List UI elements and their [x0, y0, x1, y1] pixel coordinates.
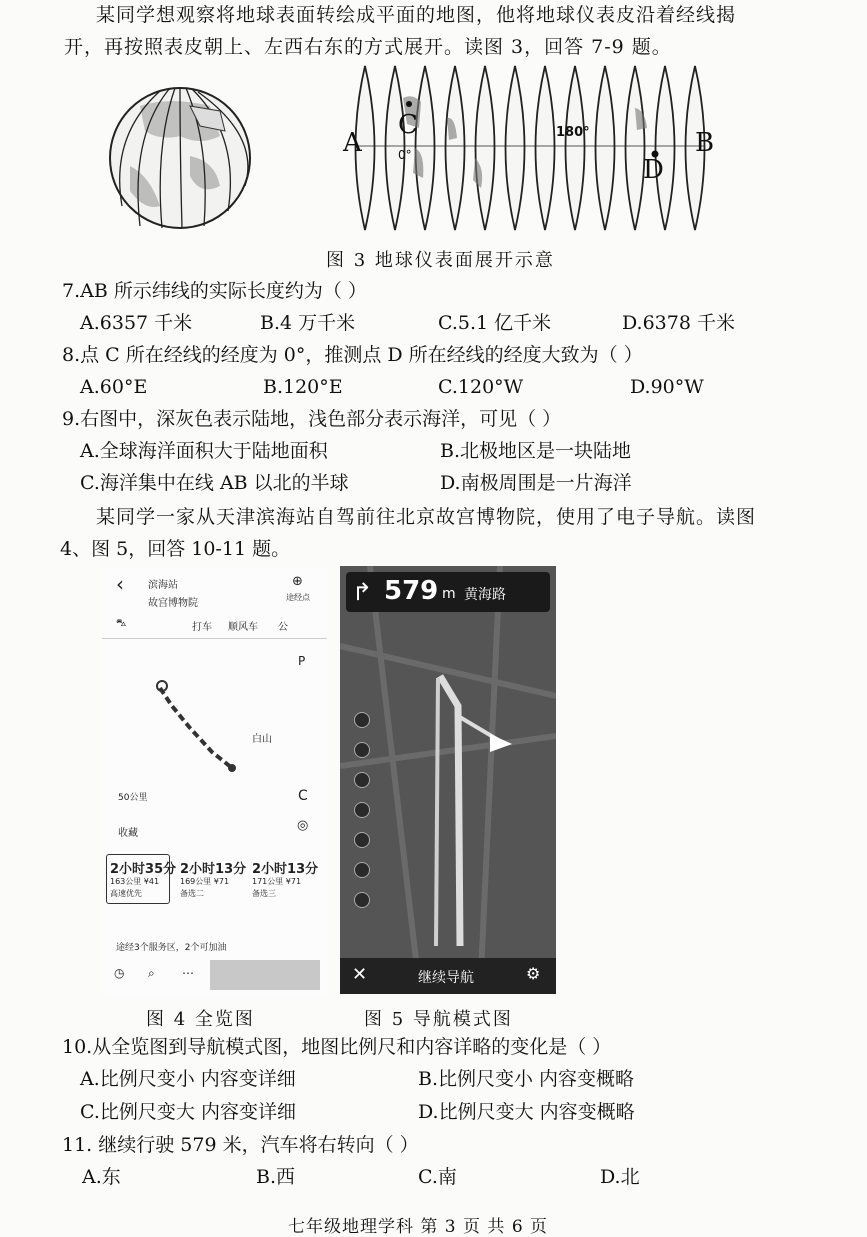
q9-option-a[interactable]: A.全球海洋面积大于陆地面积 [80, 440, 328, 462]
tab-bus[interactable]: 公 [278, 622, 288, 633]
view-3d-icon[interactable] [354, 802, 370, 818]
page-footer: 七年级地理学科 第 3 页 共 6 页 [288, 1217, 549, 1237]
overview-screen [102, 568, 327, 998]
gore-segment [416, 66, 435, 230]
route-2-info: 169公里 ¥71 [180, 877, 230, 886]
point-b-label: B [695, 128, 715, 158]
meridian-180-label: 180° [556, 125, 590, 140]
settings-icon[interactable]: ⚙ [526, 964, 541, 983]
point-d-label: D [643, 155, 664, 185]
destination-field[interactable]: 故宫博物院 [148, 598, 198, 609]
q10-option-a[interactable]: A.比例尺变小 内容变详细 [80, 1068, 296, 1090]
q8-option-b[interactable]: B.120°E [263, 376, 343, 398]
turn-right-icon: ↱ [352, 578, 373, 606]
q9-stem: 9.右图中，深灰色表示陆地，浅色部分表示海洋，可见（ ） [62, 408, 562, 430]
q8-option-a[interactable]: A.60°E [80, 376, 148, 398]
search-icon[interactable]: ⌕ [148, 966, 155, 980]
turn-distance-unit: m [442, 586, 456, 602]
gore-segment [566, 66, 585, 230]
gore-segment [656, 66, 675, 230]
car-icon[interactable]: ⛍ [116, 618, 127, 629]
route-1-info: 163公里 ¥41 [110, 877, 160, 886]
add-stop-icon[interactable]: ⊕ [292, 574, 303, 589]
q7-option-a[interactable]: A.6357 千米 [80, 312, 193, 334]
nav-bottom-bar [340, 958, 556, 994]
q8-stem: 8.点 C 所在经线的经度为 0°，推测点 D 所在经线的经度大致为（ ） [62, 344, 643, 366]
q10-option-d[interactable]: D.比例尺变大 内容变概略 [418, 1101, 635, 1123]
clock-icon[interactable]: ◷ [114, 966, 125, 980]
turn-distance: 579 [384, 576, 439, 606]
point-c-label: C [398, 110, 418, 140]
fig5-caption: 图 5 导航模式图 [364, 1009, 513, 1030]
route-2-time[interactable]: 2小时13分 [180, 862, 247, 877]
exit-icon[interactable]: ✕ [352, 964, 368, 985]
start-button[interactable] [210, 960, 320, 990]
route-2-tag: 备选二 [180, 889, 204, 898]
continue-navigation-button[interactable]: 继续导航 [418, 970, 474, 986]
q10-stem: 10.从全览图到导航模式图，地图比例尺和内容详略的变化是（ ） [62, 1036, 612, 1058]
intro2-line-2: 4、图 5，回答 10-11 题。 [60, 538, 291, 560]
distance-label: 50公里 [118, 793, 148, 803]
q11-option-d[interactable]: D.北 [600, 1166, 640, 1188]
route-1-time[interactable]: 2小时35分 [110, 862, 177, 877]
point-a-label: A [343, 128, 362, 158]
refresh-icon[interactable]: C [298, 788, 308, 804]
origin-field[interactable]: 滨海站 [148, 580, 178, 591]
gores-figure [335, 58, 725, 238]
q11-stem: 11. 继续行驶 579 米，汽车将右转向（ ） [62, 1134, 419, 1156]
q9-option-b[interactable]: B.北极地区是一块陆地 [440, 440, 632, 462]
globe-figure [100, 76, 260, 236]
route-3-info: 171公里 ¥71 [252, 877, 302, 886]
meridian-zero-label: 0° [398, 148, 412, 162]
gore-segment [476, 66, 495, 230]
q10-option-c[interactable]: C.比例尺变大 内容变详细 [80, 1101, 296, 1123]
q9-option-d[interactable]: D.南极周围是一片海洋 [440, 472, 632, 494]
route-3-time[interactable]: 2小时13分 [252, 862, 319, 877]
route-3-tag: 备选三 [252, 889, 276, 898]
q7-option-b[interactable]: B.4 万千米 [260, 312, 356, 334]
q10-option-b[interactable]: B.比例尺变小 内容变概略 [418, 1068, 635, 1090]
road-name: 黄海路 [464, 587, 506, 603]
layers-icon[interactable] [354, 772, 370, 788]
navigation-screen [340, 566, 556, 994]
q8-option-c[interactable]: C.120°W [438, 376, 524, 398]
service-notice: 途经3个服务区，2个可加油 [116, 943, 227, 953]
q11-option-a[interactable]: A.东 [82, 1166, 121, 1188]
q7-stem: 7.AB 所示纬线的实际长度约为（ ） [62, 280, 367, 302]
satellite-map [340, 566, 556, 994]
gore-segment [506, 66, 525, 230]
more-icon[interactable]: ⋯ [182, 966, 194, 980]
locate-icon[interactable]: ◎ [297, 818, 309, 833]
add-stop-label: 途经点 [286, 593, 310, 602]
back-icon[interactable]: ‹ [116, 572, 124, 596]
q9-option-c[interactable]: C.海洋集中在线 AB 以北的半球 [80, 472, 349, 494]
intro-line-2: 开，再按照表皮朝上、左西右东的方式展开。读图 3，回答 7-9 题。 [64, 36, 672, 58]
parking-icon[interactable]: P [298, 654, 306, 668]
q7-option-d[interactable]: D.6378 千米 [622, 312, 735, 334]
q8-option-d[interactable]: D.90°W [630, 376, 704, 398]
intro-line-1: 某同学想观察将地球表面转绘成平面的地图，他将地球仪表皮沿着经线揭 [96, 4, 737, 26]
report-icon[interactable] [354, 892, 370, 908]
route-1-tag: 高速优先 [110, 889, 142, 898]
traffic-icon[interactable] [354, 742, 370, 758]
turn-banner [346, 572, 550, 612]
sound-icon[interactable] [354, 862, 370, 878]
tab-taxi[interactable]: 打车 [192, 622, 212, 633]
place-label: 白山 [252, 734, 272, 745]
q7-option-c[interactable]: C.5.1 亿千米 [438, 312, 552, 334]
fig4-caption: 图 4 全览图 [146, 1009, 255, 1030]
gore-segment [596, 66, 615, 230]
intro2-line-1: 某同学一家从天津滨海站自驾前往北京故宫博物院，使用了电子导航。读图 [96, 506, 757, 528]
search-icon[interactable] [354, 712, 370, 728]
compass-icon[interactable] [354, 832, 370, 848]
tab-carpool[interactable]: 顺风车 [228, 622, 258, 633]
gore-segment [626, 66, 645, 230]
gore-segment [536, 66, 555, 230]
q11-option-b[interactable]: B.西 [256, 1166, 296, 1188]
q11-option-c[interactable]: C.南 [418, 1166, 457, 1188]
fig3-caption: 图 3 地球仪表面展开示意 [326, 250, 555, 271]
route-map [112, 668, 252, 788]
gore-segment [446, 66, 465, 230]
favorite-label[interactable]: 收藏 [118, 828, 138, 839]
